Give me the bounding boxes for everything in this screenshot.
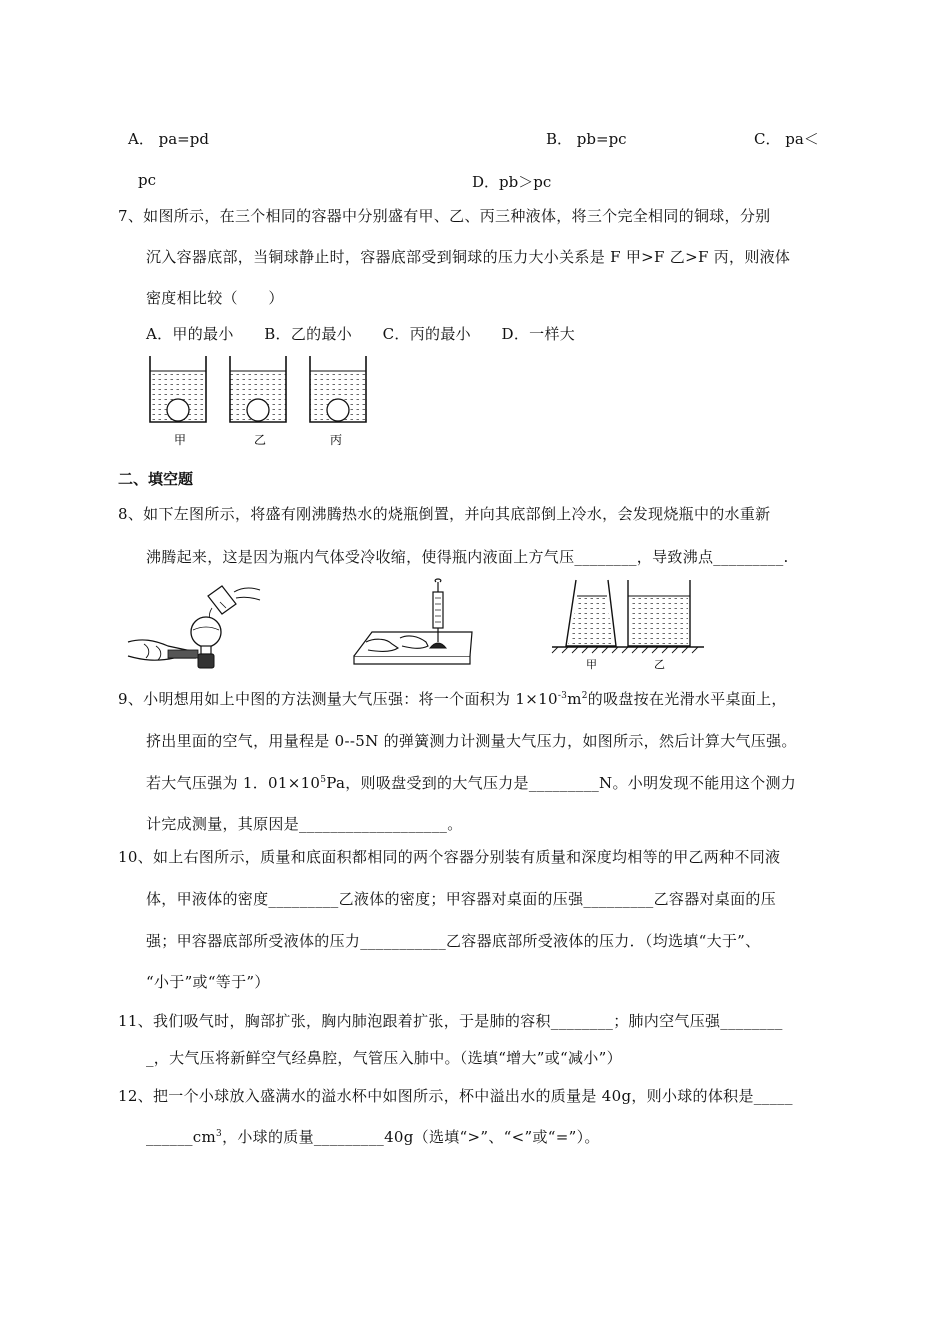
section-title: 二、填空题 xyxy=(118,470,194,488)
q8-line-2: 沸腾起来，这是因为瓶内气体受冷收缩，使得瓶内液面上方气压________，导致沸点_________. xyxy=(146,548,789,566)
q8-line-1: 8、如下左图所示，将盛有刚沸腾热水的烧瓶倒置，并向其底部倒上冷水，会发现烧瓶中的水重新 xyxy=(118,505,771,523)
q6-option-d: D．pb＞pc xyxy=(472,173,552,191)
label-jia: 甲 xyxy=(174,433,187,447)
q7-line-3: 密度相比较（ ） xyxy=(146,289,284,307)
q7-line-1: 7、如图所示，在三个相同的容器中分别盛有甲、乙、丙三种液体，将三个完全相同的铜球，分别 xyxy=(118,207,771,225)
q7-options: A．甲的最小 B．乙的最小 C．丙的最小 D．一样大 xyxy=(146,325,576,343)
q6-option-b: B． pb=pc xyxy=(546,130,627,148)
q9-line-1: 9、小明想用如上中图的方法测量大气压强：将一个面积为 $1\times 10^{-3}m^2$的吸盘按在光滑水平桌面上， xyxy=(118,690,787,708)
q11-line-2: _，大气压将新鲜空气经鼻腔，气管压入肺中。（选填“增大”或“减小”） xyxy=(146,1049,622,1067)
q10-line-3: 强；甲容器底部所受液体的压力___________乙容器底部所受液体的压力．（均选填“大于”、 xyxy=(146,932,761,950)
container-bing xyxy=(310,356,366,422)
label-yi: 乙 xyxy=(254,433,267,447)
q11-line-1: 11、我们吸气时，胸部扩张，胸内肺泡跟着扩张，于是肺的容积________；肺内空气压强________ xyxy=(118,1012,783,1030)
q9-line-3: 若大气压强为 1．$01\times 10^5Pa$，则吸盘受到的大气压力是_________N。小明发现不能用这个测力 xyxy=(146,774,797,792)
q6-option-c: C． pa＜ xyxy=(754,130,819,148)
flask-experiment-figure xyxy=(124,578,264,672)
container-jia xyxy=(150,356,206,422)
label-jia-right: 甲 xyxy=(586,658,597,671)
q9-line-2: 挤出里面的空气，用量程是 0--5N 的弹簧测力计测量大气压力，如图所示，然后计算大气压强。 xyxy=(146,732,797,750)
q10-line-2: 体，甲液体的密度_________乙液体的密度；甲容器对桌面的压强_________乙容器对桌面的压 xyxy=(146,890,777,908)
q12-line-2: $\_\_\_\_\_\_cm^3$，小球的质量_________40g（选填“>”、“<”或“=”）。 xyxy=(146,1128,600,1146)
label-yi-right: 乙 xyxy=(654,658,665,671)
two-containers-figure xyxy=(548,576,708,672)
suction-cup-figure xyxy=(352,576,474,668)
q6-option-a: A． pa=pd xyxy=(128,130,209,148)
q9-line-4: 计完成测量，其原因是___________________。 xyxy=(146,815,463,833)
q7-containers-figure xyxy=(140,352,370,450)
q10-line-4: “小于”或“等于”） xyxy=(146,973,270,991)
label-bing: 丙 xyxy=(330,433,343,447)
container-yi xyxy=(230,356,286,422)
q10-line-1: 10、如上右图所示，质量和底面积都相同的两个容器分别装有质量和深度均相等的甲乙两种不同液 xyxy=(118,848,781,866)
q6-option-c-continued: pc xyxy=(138,171,157,189)
q7-line-2: 沉入容器底部，当铜球静止时，容器底部受到铜球的压力大小关系是 F 甲>F 乙>F 丙，则液体 xyxy=(146,248,791,266)
q12-line-1: 12、把一个小球放入盛满水的溢水杯中如图所示，杯中溢出水的质量是 40g，则小球的体积是_____ xyxy=(118,1087,793,1105)
